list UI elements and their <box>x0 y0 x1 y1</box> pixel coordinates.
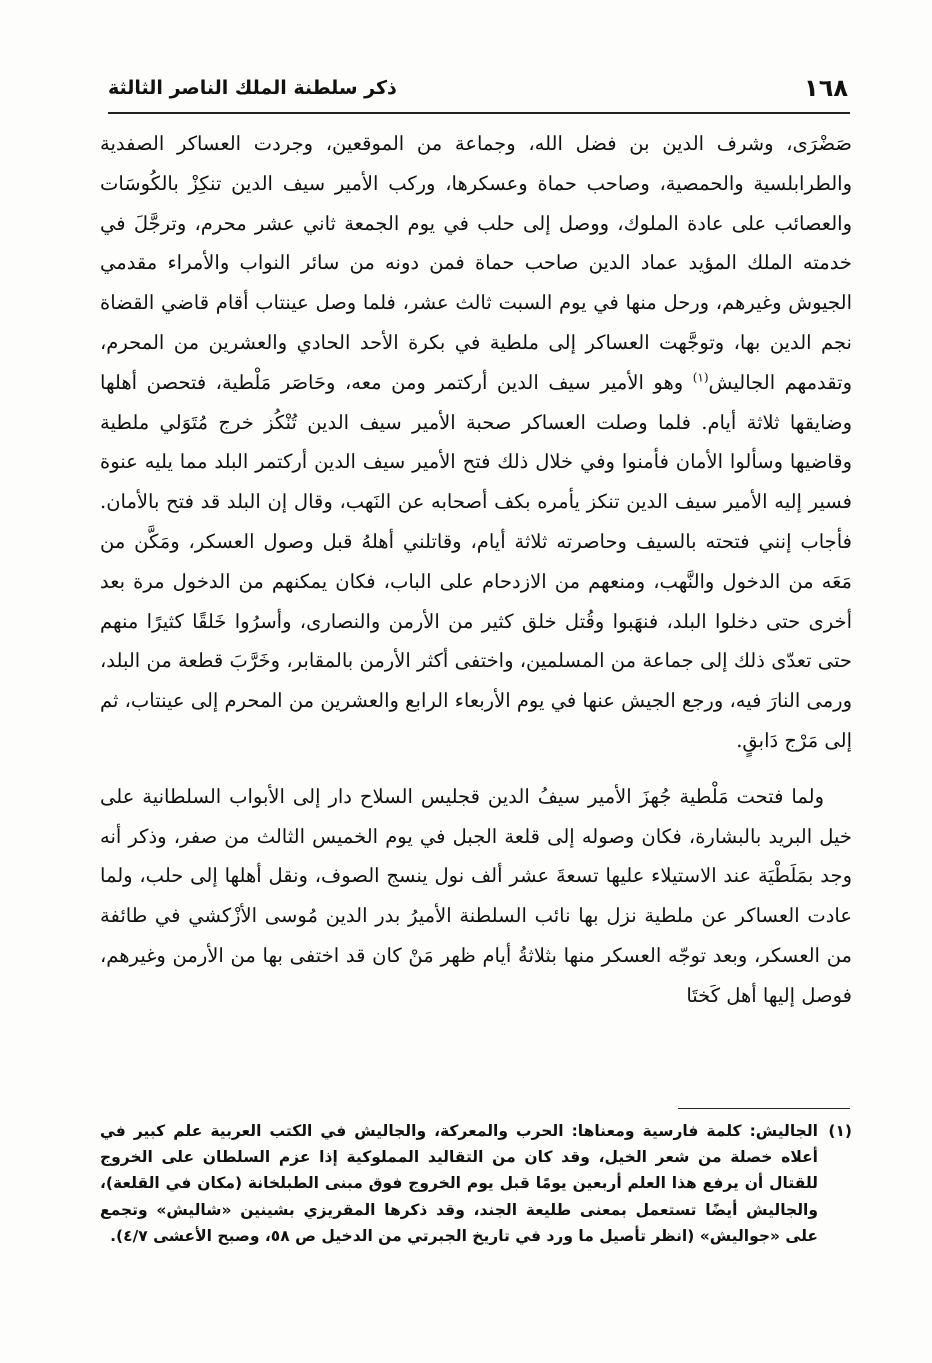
main-text <box>100 124 852 1016</box>
footnote-reference: (١) <box>692 370 709 385</box>
running-header <box>108 68 848 108</box>
paragraph-1-part-2: وهو الأمير سيف الدين أركتمر ومن معه، وحَاصَر مَلْطية، فتحصن أهلها وضايقها ثلاثة أيام. فلما وصلت العساكر صحبة الأمير سيف الدين تُنْكُز خرج مُتَوَلي ملطية وقاضيها وسألوا الأمان فأمنوا وفي خلال ذلك فتح الأمير سيف الدين أركتمر البلد مما يليه عنوة فسير إليه الأمير سيف الدين تنكز يأمره بكف أصحابه عن النَهب، وقال إن البلد قد فتح بالأمان. فأجاب إنني فتحته بالسيف وحاصرته ثلاثة أيام، وقاتلني أهلهُ قبل وصول العسكر، ومَكَّن من مَعَه من الدخول والنَّهب، ومنعهم من الازدحام على الباب، فكان يمكنهم من الدخول مرة بعد أخرى حتى دخلوا البلد، فنهَبوا وقُتل خلق كثير من الأرمن والنصارى، وأسرُوا خَلقًا كثيرًا منهم حتى تعدّى ذلك إلى جماعة من المسلمين، واختفى أكثر الأرمن بالمقابر، وخَرَّبَ قطعة من البلد، ورمى النارَ فيه، ورجع الجيش عنها في يوم الأربعاء الرابع والعشرين من المحرم إلى عينتاب، ثم إلى مَرْج دَابقٍ. <box>100 370 852 752</box>
paragraph-1 <box>100 124 852 761</box>
paragraph-1-part-1: صَضْرَى، وشرف الدين بن فضل الله، وجماعة من الموقعين، وجردت العساكر الصفدية والطرابلسية والحمصية، وصاحب حماة وعسكرها، وركب الأمير سيف الدين تنكِزْ بالكُوسَات والعصائب على عادة الملوك، ووصل إلى حلب في يوم الجمعة ثاني عشر محرم، وترجَّلَ في خدمته الملك المؤيد عماد الدين صاحب حماة فمن دونه من سائر النواب والأمراء مقدمي الجيوش وغيرهم، ورحل منها في يوم السبت ثالث عشر، فلما وصل عينتاب أقام قاضي القضاة نجم الدين بها، وتوجَّهت العساكر إلى ملطية في بكرة الأحد الحادي والعشرين من المحرم، وتقدمهم الجاليش <box>100 132 852 394</box>
header-title: ذكر سلطنة الملك الناصر الثالثة <box>108 77 397 99</box>
footnote-text: الجاليش: كلمة فارسية ومعناها: الحرب والمعركة، والجاليش في الكتب العربية علم كبير في أعلاه خصلة من شعر الخيل، وقد كان من التقاليد المملوكية إذا عزم السلطان على الخروج للقتال أن يرفع هذا العلم أربعين يومًا قبل يوم الخروج فوق مبنى الطبلخانة (مكان في القلعة)، والجاليش أيضًا تستعمل بمعنى طليعة الجند، وقد ذكرها المقريزي بشينين «شاليش» وتجمع على «جواليش» (انظر تأصيل ما ورد في تاريخ الجبرتي من الدخيل ص ٥٨، وصبح الأعشى ٤/٧). <box>100 1122 818 1245</box>
footnote <box>100 1118 852 1249</box>
page-number: ١٦٨ <box>804 74 848 102</box>
footnote-rule <box>678 1108 850 1109</box>
footnote-marker: (١) <box>828 1122 852 1140</box>
header-rule <box>108 112 850 114</box>
paragraph-2: ولما فتحت مَلْطية جُهزَ الأمير سيفُ الدين قجليس السلاح دار إلى الأبواب السلطانية على خيل البريد بالبشارة، فكان وصوله إلى قلعة الجبل في يوم الخميس الثالث من صفر، وذكر أنه وجد بمَلَطْيَة عند الاستيلاء عليها تسعةَ عشر ألف نول ينسج الصوف، ونقل أهلها إلى حلب، ولما عادت العساكر عن ملطية نزل بها نائب السلطنة الأميرُ بدر الدين مُوسى الأزْكشي في طائفة من العسكر، وبعد توجّه العسكر منها بثلاثةُ أيام ظهر مَنْ كان قد اختفى بها من الأرمن وغيرهم، فوصل إليها أهل كَختَا <box>100 784 852 1007</box>
